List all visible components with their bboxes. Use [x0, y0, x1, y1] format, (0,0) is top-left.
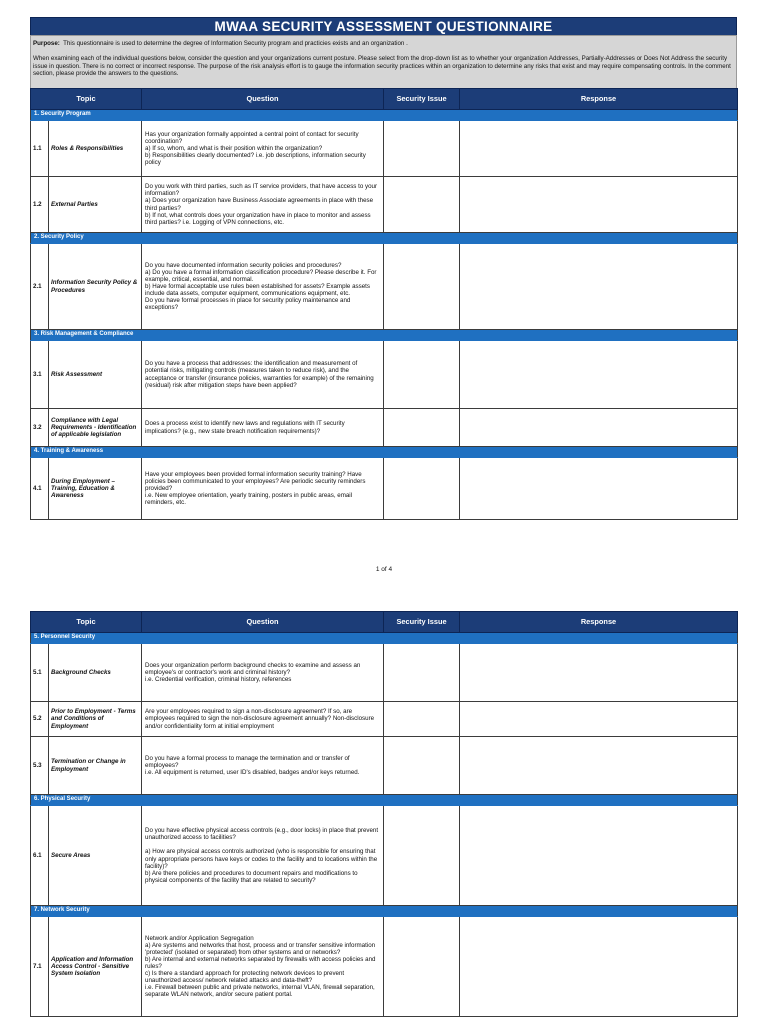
item-topic: Secure Areas — [49, 806, 142, 906]
item-question: Do you have effective physical access controls (e.g., door locks) in place that prevent unauthorized access to facilities? a) How are physical access controls authorized (who is responsible for ensuring that only appropriate persons have keys or codes to the facility and to locations within the facility)? b) Are there policies and procedures to document repairs and modifications to physical components of the facility that are related to security? — [142, 806, 384, 906]
item-question: Have your employees been provided formal information security training? Have policies been communicated to your employees? Are periodic security reminders provided? i.e. New employee orientation, yearly training, posters in public areas, email reminders, etc. — [142, 458, 384, 520]
response-cell[interactable] — [460, 409, 738, 447]
item-question: Do you have a process that addresses: the identification and measurement of potential risks, mitigating controls (measures taken to reduce risk), and the acceptance or transfer (insurance policies, warranties for example) of the remaining (residual) risk after mitigation steps have been applied? — [142, 341, 384, 409]
section-header: 2. Security Policy — [31, 233, 738, 244]
security-issue-cell[interactable] — [384, 409, 460, 447]
table-row — [31, 244, 738, 330]
item-question: Do you have a formal process to manage the termination and or transfer of employees? i.e. All equipment is returned, user ID's disabled, badges and/or keys returned. — [142, 737, 384, 795]
section-header: 4. Training & Awareness — [31, 447, 738, 458]
table-row — [31, 737, 738, 795]
item-topic: External Parties — [49, 177, 142, 233]
table-row — [31, 917, 738, 1017]
table-row — [31, 644, 738, 702]
column-header-topic: Topic — [31, 89, 142, 110]
purpose-text: This questionnaire is used to determine the degree of Information Security program and practicies exists and an organization . — [63, 40, 408, 47]
item-number: 5.1 — [31, 644, 49, 702]
item-number: 1.1 — [31, 121, 49, 177]
response-cell[interactable] — [460, 341, 738, 409]
response-cell[interactable] — [460, 458, 738, 520]
security-issue-cell[interactable] — [384, 917, 460, 1017]
item-question: Do you have documented information security policies and procedures? a) Do you have a formal information classification procedure? Please describe it. For example, critical, essential, and normal. b) Have formal acceptable use rules been established for assets? Example assets include data assets, computer equipment, communications equipment, etc. Do you have formal processes in place for security policy maintenance and exceptions? — [142, 244, 384, 330]
item-topic: Background Checks — [49, 644, 142, 702]
column-header-response: Response — [460, 89, 738, 110]
response-cell[interactable] — [460, 244, 738, 330]
security-issue-cell[interactable] — [384, 341, 460, 409]
security-issue-cell[interactable] — [384, 702, 460, 737]
item-topic: Risk Assessment — [49, 341, 142, 409]
page-number: 1 of 4 — [375, 566, 393, 573]
response-cell[interactable] — [460, 917, 738, 1017]
response-cell[interactable] — [460, 177, 738, 233]
response-cell[interactable] — [460, 644, 738, 702]
document-title: MWAA SECURITY ASSESSMENT QUESTIONNAIRE — [30, 17, 737, 36]
questionnaire-table-page-1 — [30, 88, 738, 520]
section-header: 1. Security Program — [31, 110, 738, 121]
column-header-topic: Topic — [31, 612, 142, 633]
section-header: 7. Network Security — [31, 906, 738, 917]
item-number: 5.3 — [31, 737, 49, 795]
item-question: Are your employees required to sign a non-disclosure agreement? If so, are employees required to sign the non-disclosure agreement annually? Non-disclosure and/or confidentiality form at initial employment — [142, 702, 384, 737]
item-number: 1.2 — [31, 177, 49, 233]
section-header: 6. Physical Security — [31, 795, 738, 806]
item-number: 7.1 — [31, 917, 49, 1017]
item-number: 2.1 — [31, 244, 49, 330]
table-row — [31, 341, 738, 409]
item-topic: Prior to Employment - Terms and Conditions of Employment — [49, 702, 142, 737]
purpose-box — [30, 35, 737, 95]
item-topic: Application and Information Access Control - Sensitive System Isolation — [49, 917, 142, 1017]
item-question: Network and/or Application Segregation a) Are systems and networks that host, process and or transfer sensitive information 'protected' (isolated or separated) from other systems and or networks? b) Are internal and external networks separated by firewalls with access policies and rules? c) Is there a standard approach for protecting network devices to prevent unauthorized access/ network related attacks and data-theft? i.e. Firewall between public and private networks, internal VLAN, firewall separation, separate WLAN network, and/or secure patient portal. — [142, 917, 384, 1017]
item-question: Do you work with third parties, such as IT service providers, that have access to your information? a) Does your organization have Business Associate agreements in place with these third parties? b) If not, what controls does your organization have in place to monitor and assess third parties? i.e. Logging of VPN connections, etc. — [142, 177, 384, 233]
security-issue-cell[interactable] — [384, 737, 460, 795]
table-row — [31, 409, 738, 447]
item-number: 5.2 — [31, 702, 49, 737]
item-topic: Termination or Change in Employment — [49, 737, 142, 795]
item-number: 3.2 — [31, 409, 49, 447]
item-question: Has your organization formally appointed a central point of contact for security coordination? a) If so, whom, and what is their position within the organization? b) Responsibilities clearly documented? i.e. job descriptions, information security policy — [142, 121, 384, 177]
response-cell[interactable] — [460, 121, 738, 177]
column-header-security-issue: Security Issue — [384, 89, 460, 110]
item-question: Does a process exist to identify new laws and regulations with IT security implications? (e.g., new state breach notification requirements)? — [142, 409, 384, 447]
response-cell[interactable] — [460, 737, 738, 795]
response-cell[interactable] — [460, 702, 738, 737]
column-header-question: Question — [142, 89, 384, 110]
table-row — [31, 806, 738, 906]
item-topic: Information Security Policy & Procedures — [49, 244, 142, 330]
security-issue-cell[interactable] — [384, 244, 460, 330]
section-header: 3. Risk Management & Compliance — [31, 330, 738, 341]
security-issue-cell[interactable] — [384, 458, 460, 520]
security-issue-cell[interactable] — [384, 644, 460, 702]
security-issue-cell[interactable] — [384, 806, 460, 906]
table-row — [31, 458, 738, 520]
security-issue-cell[interactable] — [384, 121, 460, 177]
item-topic: During Employment – Training, Education & Awareness — [49, 458, 142, 520]
item-question: Does your organization perform background checks to examine and assess an employee's or contractor's work and criminal history? i.e. Credential verification, criminal history, references — [142, 644, 384, 702]
section-header: 5. Personnel Security — [31, 633, 738, 644]
instructions-text: When examining each of the individual questions below, consider the question and your organizations current posture. Please select from the drop-down list as to whether your organization Addresses, Partially-Addresses or Does Not Address the security issue in question. There is no correct or incorrect response. The purpose of the risk analysis effort is to gauge the information security practices within an organization to determine any risks that exist and may require compensating controls. In the comment section, please provide the answers to the questions. — [33, 55, 731, 77]
security-issue-cell[interactable] — [384, 177, 460, 233]
table-row — [31, 177, 738, 233]
item-number: 4.1 — [31, 458, 49, 520]
column-header-response: Response — [460, 612, 738, 633]
column-header-question: Question — [142, 612, 384, 633]
item-number: 6.1 — [31, 806, 49, 906]
item-topic: Compliance with Legal Requirements - Identification of applicable legislation — [49, 409, 142, 447]
item-topic: Roles & Responsibilities — [49, 121, 142, 177]
questionnaire-table-page-2 — [30, 611, 738, 1017]
purpose-label: Purpose: — [33, 40, 60, 47]
table-row — [31, 121, 738, 177]
column-header-security-issue: Security Issue — [384, 612, 460, 633]
table-row — [31, 702, 738, 737]
response-cell[interactable] — [460, 806, 738, 906]
item-number: 3.1 — [31, 341, 49, 409]
